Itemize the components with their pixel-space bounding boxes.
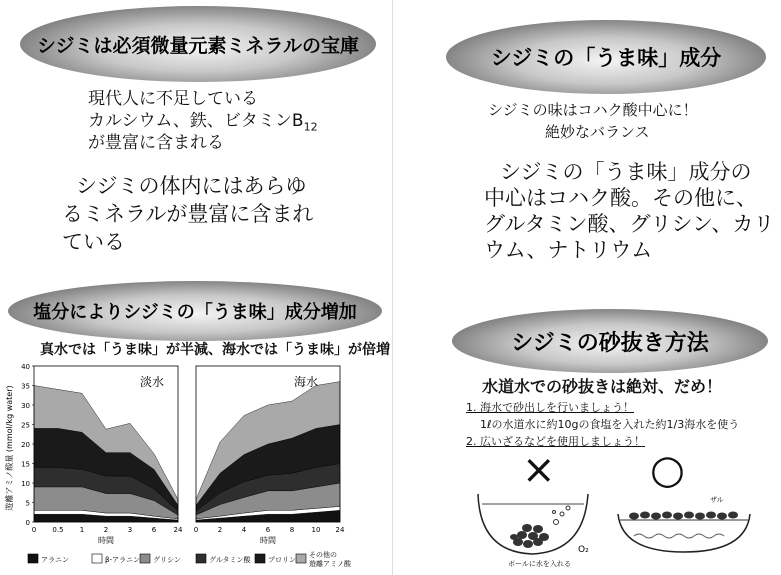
legend-label: β-アラニン [105, 556, 140, 564]
minerals-title-pill [20, 6, 376, 82]
y-tick-label: 25 [21, 421, 30, 430]
x-tick-label: 3 [127, 526, 133, 534]
x-tick-label: 10 [311, 526, 321, 534]
legend-label: 遊離アミノ酸 [309, 560, 351, 568]
y-tick-label: 40 [21, 363, 30, 371]
x-tick-label: 0.5 [52, 526, 64, 534]
minerals-body-2: るミネラルが豊富に含まれ [62, 202, 314, 226]
x-tick-label: 8 [289, 526, 295, 534]
bad-mark: × [522, 447, 556, 493]
x-tick-label: 2 [217, 526, 223, 534]
legend-swatch [92, 554, 102, 563]
bowl-shape [478, 494, 588, 554]
chart-subtitle: 真水では「うま味」が半減、海水では「うま味」が倍増 [40, 342, 390, 358]
bowl-caption: ボールに水を入れる [508, 560, 571, 568]
legend-label: アラニン [41, 556, 69, 564]
legend-swatch [296, 554, 306, 563]
bowl-illustration-wrong [470, 482, 600, 572]
water-wave [634, 534, 724, 538]
tip-1-detail: 1ℓの水道水に約10gの食塩を入れた約1/3海水を使う [480, 418, 740, 431]
clams-spread [629, 512, 738, 520]
umami-body-1: シジミの「うま味」成分の [500, 160, 752, 184]
y-tick-label: 35 [21, 382, 30, 391]
x-tick-label: 2 [103, 526, 109, 534]
x-tick-label: 1 [79, 526, 85, 534]
zaru-label: ザル [710, 496, 724, 504]
amino-acid-charts [0, 358, 392, 575]
y-tick-label: 10 [21, 480, 30, 488]
umami-title-pill [446, 20, 766, 94]
minerals-body-3: ている [62, 230, 125, 254]
x-tick-label: 4 [241, 526, 247, 534]
x-tick-label: 0 [193, 526, 199, 534]
tip-title: 水道水での砂抜きは絶対、だめ！ [482, 377, 723, 396]
minerals-line-2-text: カルシウム、鉄、ビタミンB [88, 111, 304, 131]
legend-label: グリシン [153, 556, 181, 564]
panel-label: 淡水 [140, 375, 165, 389]
y-tick-label: 30 [21, 402, 30, 410]
x-tick-label: 0 [31, 526, 37, 534]
legend-swatch [28, 554, 38, 563]
legend-swatch [255, 554, 265, 563]
minerals-body-1: シジミの体内にはあらゆ [76, 174, 307, 198]
y-tick-label: 5 [25, 499, 30, 508]
umami-title: シジミの「うま味」成分 [490, 46, 722, 70]
x-tick-label: 6 [151, 526, 157, 534]
minerals-line-1: 現代人に不足している [88, 89, 258, 109]
o2-label: O₂ [578, 545, 589, 555]
salt-umami-title-pill [8, 281, 382, 341]
tip-2: 2. 広いざるなどを使用しましょう！ [466, 435, 645, 448]
umami-body-2: 中心はコハク酸。その他に、 [484, 186, 757, 210]
minerals-title: シジミは必須微量元素ミネラルの宝庫 [37, 34, 359, 57]
legend-swatch [196, 554, 206, 563]
salt-umami-title: 塩分によりシジミの「うま味」成分増加 [33, 302, 357, 323]
x-tick-label: 6 [265, 526, 271, 534]
legend-label: プロリン [268, 556, 296, 564]
y-tick-label: 15 [21, 460, 30, 469]
y-axis-label: 遊離アミノ酸量 (mmol/kg water) [5, 385, 14, 511]
b12-subscript: 12 [303, 120, 318, 134]
clams-pile [510, 524, 549, 548]
x-axis-label: 時間 [260, 536, 276, 545]
umami-body-4: ウム、ナトリウム [484, 238, 653, 262]
legend-label: グルタミン酸 [209, 556, 251, 564]
y-tick-label: 20 [21, 441, 30, 449]
page-divider [392, 0, 393, 575]
panel-label: 海水 [294, 375, 319, 389]
minerals-line-3: が豊富に含まれる [88, 133, 224, 153]
umami-line-1: シジミの味はコハク酸中心に！ [488, 101, 698, 119]
bowl-illustration-right [614, 492, 754, 562]
good-mark: ○ [650, 447, 685, 493]
y-tick-label: 0 [25, 519, 30, 527]
bubbles [553, 506, 571, 525]
tip-1: 1. 海水で砂出しを行いましょう！ [466, 401, 634, 414]
legend-swatch [140, 554, 150, 563]
x-tick-label: 24 [173, 526, 183, 534]
legend-label: その他の [309, 551, 337, 559]
sand-removal-title: シジミの砂抜き方法 [511, 330, 709, 356]
umami-line-2: 絶妙なバランス [545, 123, 650, 141]
umami-body-3: グルタミン酸、グリシン、カリ [484, 212, 775, 236]
sand-removal-title-pill [452, 309, 768, 373]
x-axis-label: 時間 [98, 536, 114, 545]
x-tick-label: 24 [335, 526, 345, 534]
